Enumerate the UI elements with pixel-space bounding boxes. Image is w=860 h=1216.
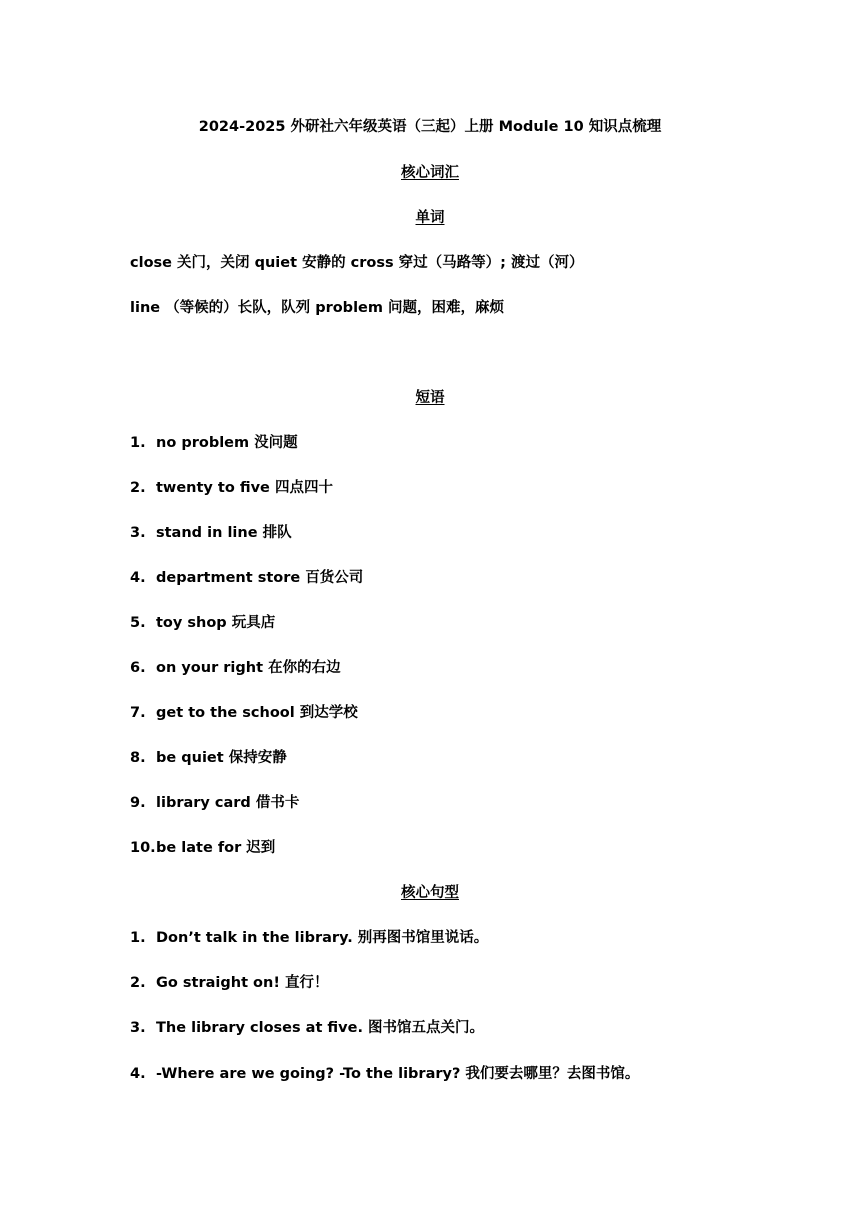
list-number: 2.: [130, 480, 146, 496]
phrase-text: toy shop 玩具店: [156, 615, 276, 631]
sentence-text: Don’t talk in the library. 别再图书馆里说话。: [156, 930, 489, 946]
phrase-text: stand in line 排队: [156, 525, 292, 541]
phrase-item: [130, 613, 275, 633]
phrase-item: [130, 478, 333, 498]
list-number: 3.: [130, 525, 146, 541]
phrase-text: twenty to five 四点四十: [156, 480, 333, 496]
phrase-item: [130, 568, 363, 588]
words-line-2: line （等候的）长队，队列 problem 问题，困难，麻烦: [130, 300, 505, 316]
sentence-item: [130, 1018, 484, 1038]
phrase-text: be quiet 保持安静: [156, 750, 287, 766]
sentence-item: [130, 1064, 639, 1084]
section-heading-vocab: [0, 163, 860, 183]
phrase-item: [130, 523, 292, 543]
phrase-item: [130, 658, 341, 678]
list-number: 8.: [130, 750, 146, 766]
list-number: 4.: [130, 570, 146, 586]
phrase-text: no problem 没问题: [156, 435, 298, 451]
phrase-text: be late for 迟到: [156, 840, 276, 856]
phrase-text: get to the school 到达学校: [156, 705, 358, 721]
phrase-text: department store 百货公司: [156, 570, 364, 586]
phrase-text: library card 借书卡: [156, 795, 300, 811]
list-number: 5.: [130, 615, 146, 631]
section-heading-sentences: [0, 883, 860, 903]
section-heading-phrases-text: 短语: [415, 390, 445, 406]
sentence-text: Go straight on! 直行！: [156, 975, 329, 991]
phrase-text: on your right 在你的右边: [156, 660, 341, 676]
section-heading-phrases: [0, 388, 860, 408]
section-heading-vocab-text: 核心词汇: [401, 165, 459, 181]
list-number: 3.: [130, 1020, 146, 1036]
list-number: 6.: [130, 660, 146, 676]
list-number: 9.: [130, 795, 146, 811]
list-number: 1.: [130, 435, 146, 451]
list-number: 2.: [130, 975, 146, 991]
list-number: 4.: [130, 1066, 146, 1082]
list-number: 1.: [130, 930, 146, 946]
phrase-item: [130, 793, 299, 813]
phrase-item: [130, 748, 287, 768]
section-heading-sentences-text: 核心句型: [401, 885, 459, 901]
document-title: 2024-2025 外研社六年级英语（三起）上册 Module 10 知识点梳理: [198, 119, 662, 135]
sentence-item: [130, 973, 329, 993]
phrase-item: [130, 433, 298, 453]
list-number: 10.: [130, 840, 156, 856]
section-heading-words-text: 单词: [415, 210, 445, 226]
phrase-item: [130, 703, 358, 723]
sentence-item: [130, 928, 488, 948]
words-line-1: close 关门，关闭 quiet 安静的 cross 穿过（马路等）; 渡过（河）: [130, 255, 584, 271]
sentence-text: The library closes at five. 图书馆五点关门。: [156, 1020, 485, 1036]
sentence-text: -Where are we going? -To the library? 我们要去哪里？去图书馆。: [156, 1066, 640, 1082]
phrase-item: [130, 838, 275, 858]
section-heading-words: [0, 208, 860, 228]
list-number: 7.: [130, 705, 146, 721]
